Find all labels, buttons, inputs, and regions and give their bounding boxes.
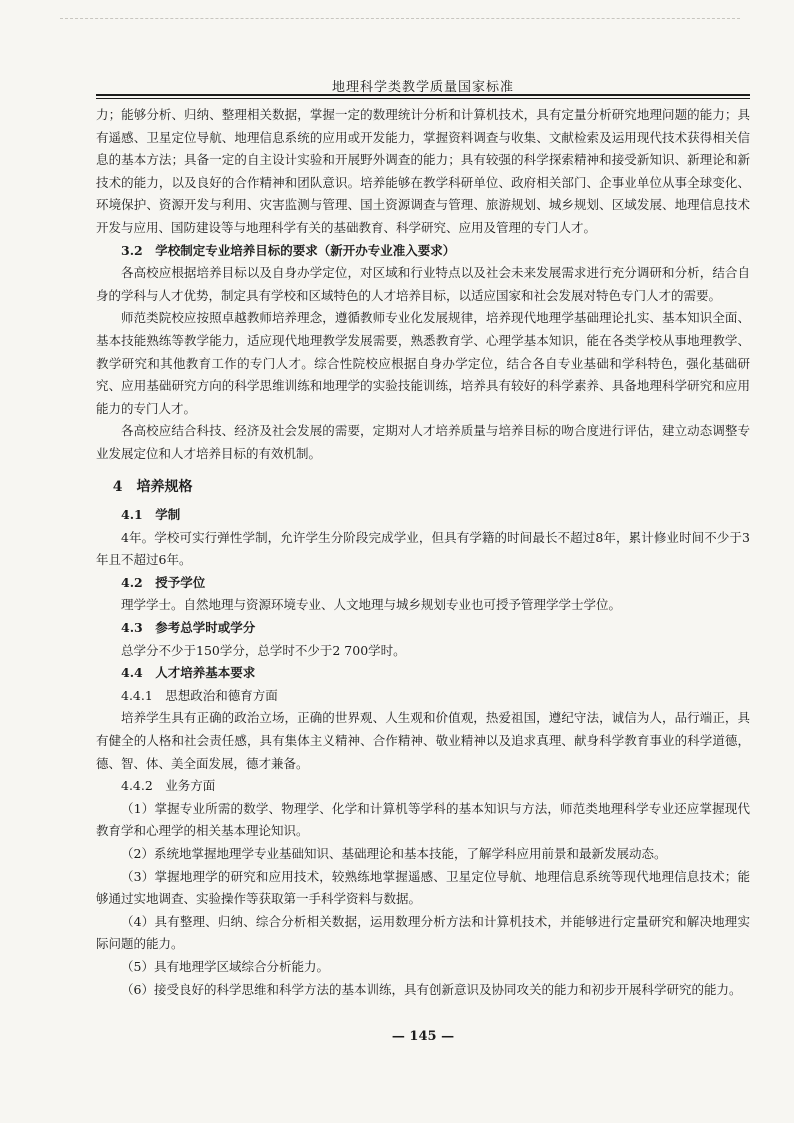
subsection-heading: 3.2 学校制定专业培养目标的要求（新开办专业准入要求）: [121, 242, 456, 258]
subsection-heading: 4.3 参考总学时或学分: [121, 620, 256, 636]
paragraph: 理学学士。自然地理与资源环境专业、人文地理与城乡规划专业也可授予管理学学士学位。: [121, 597, 622, 613]
subsection-heading: 4.4 人才培养基本要求: [121, 665, 256, 681]
paragraph: （6）接受良好的科学思维和科学方法的基本训练，具有创新意识及协同攻关的能力和初步开展科学研究的能力。: [121, 981, 742, 997]
subsubsection-heading: 4.4.2 业务方面: [121, 778, 216, 794]
paragraph: 各高校应根据培养目标以及自身办学定位，对区域和行业特点以及社会未来发展需求进行充分调研和分析，结合自身的学科与人才优势，制定具有学校和区域特色的人才培养目标，以适应国家和社会发展对特色专门人才的需要。: [96, 265, 750, 303]
paragraph: 4年。学校可实行弹性学制，允许学生分阶段完成学业，但具有学籍的时间最长不超过8年，累计修业时间不少于3年且不超过6年。: [96, 529, 750, 568]
page-number: — 145 —: [391, 1029, 455, 1044]
running-header: 地理科学类教学质量国家标准: [331, 80, 514, 95]
section-heading: 4 培养规格: [112, 478, 193, 495]
subsection-heading: 4.1 学制: [121, 507, 181, 523]
body-text: [96, 104, 750, 1001]
scan-edge-mark: [60, 18, 740, 19]
paragraph: （4）具有整理、归纳、综合分析相关数据，运用数理分析方法和计算机技术，并能够进行定量研究和解决地理实际问题的能力。: [96, 913, 750, 952]
paragraph: 培养学生具有正确的政治立场，正确的世界观、人生观和价值观，热爱祖国，遵纪守法，诚信为人，品行端正，具有健全的人格和社会责任感，具有集体主义精神、合作精神、敬业精神以及追求真理、献身科学教育事业的科学道德，德、智、体、美全面发展，德才兼备。: [96, 710, 750, 771]
paragraph: （3）掌握地理学的研究和应用技术，较熟练地掌握遥感、卫星定位导航、地理信息系统等现代地理信息技术；能够通过实地调查、实验操作等获取第一手科学资料与数据。: [96, 868, 750, 907]
paragraph: 总学分不少于150学分，总学时不少于2 700学时。: [121, 642, 406, 658]
paragraph: 力；能够分析、归纳、整理相关数据，掌握一定的数理统计分析和计算机技术，具有定量分析研究地理问题的能力；具有遥感、卫星定位导航、地理信息系统的应用或开发能力，掌握资料调查与收集、文献检索及运用现代技术获得相关信息的基本方法；具备一定的自主设计实验和开展野外调查的能力；具有较强的科学探索精神和接受新知识、新理论和新技术的能力，以及良好的合作精神和团队意识。培养能够在教学科研单位、政府相关部门、企事业单位从事全球变化、环境保护、资源开发与利用、灾害监测与管理、国土资源调查与管理、旅游规划、城乡规划、区域发展、地理信息技术开发与应用、国防建设等与地理科学有关的基础教育、科学研究、应用及管理的专门人才。: [96, 107, 750, 235]
paragraph: （2）系统地掌握地理学专业基础知识、基础理论和基本技能，了解学科应用前景和最新发展动态。: [121, 846, 667, 861]
subsubsection-heading: 4.4.1 思想政治和德育方面: [121, 687, 278, 703]
paragraph: （5）具有地理学区域综合分析能力。: [121, 958, 329, 974]
subsection-heading: 4.2 授予学位: [121, 574, 206, 590]
paragraph: （1）掌握专业所需的数学、物理学、化学和计算机等学科的基本知识与方法，师范类地理科学专业还应掌握现代教育学和心理学的相关基本理论知识。: [96, 800, 750, 839]
paragraph: 各高校应结合科技、经济及社会发展的需要，定期对人才培养质量与培养目标的吻合度进行评估，建立动态调整专业发展定位和人才培养目标的有效机制。: [96, 423, 750, 461]
paragraph: 师范类院校应按照卓越教师培养理念，遵循教师专业化发展规律，培养现代地理学基础理论扎实、基本知识全面、基本技能熟练等教学能力，适应现代地理教学发展需要，熟悉教育学、心理学基本知识，能在各类学校从事地理教学、教学研究和其他教育工作的专门人才。综合性院校应根据自身办学定位，结合各自专业基础和学科特色，强化基础研究、应用基础研究方向的科学思维训练和地理学的实验技能训练，培养具有较好的科学素养、具备地理科学研究和应用能力的专门人才。: [96, 310, 750, 416]
header-rule: [96, 94, 750, 99]
